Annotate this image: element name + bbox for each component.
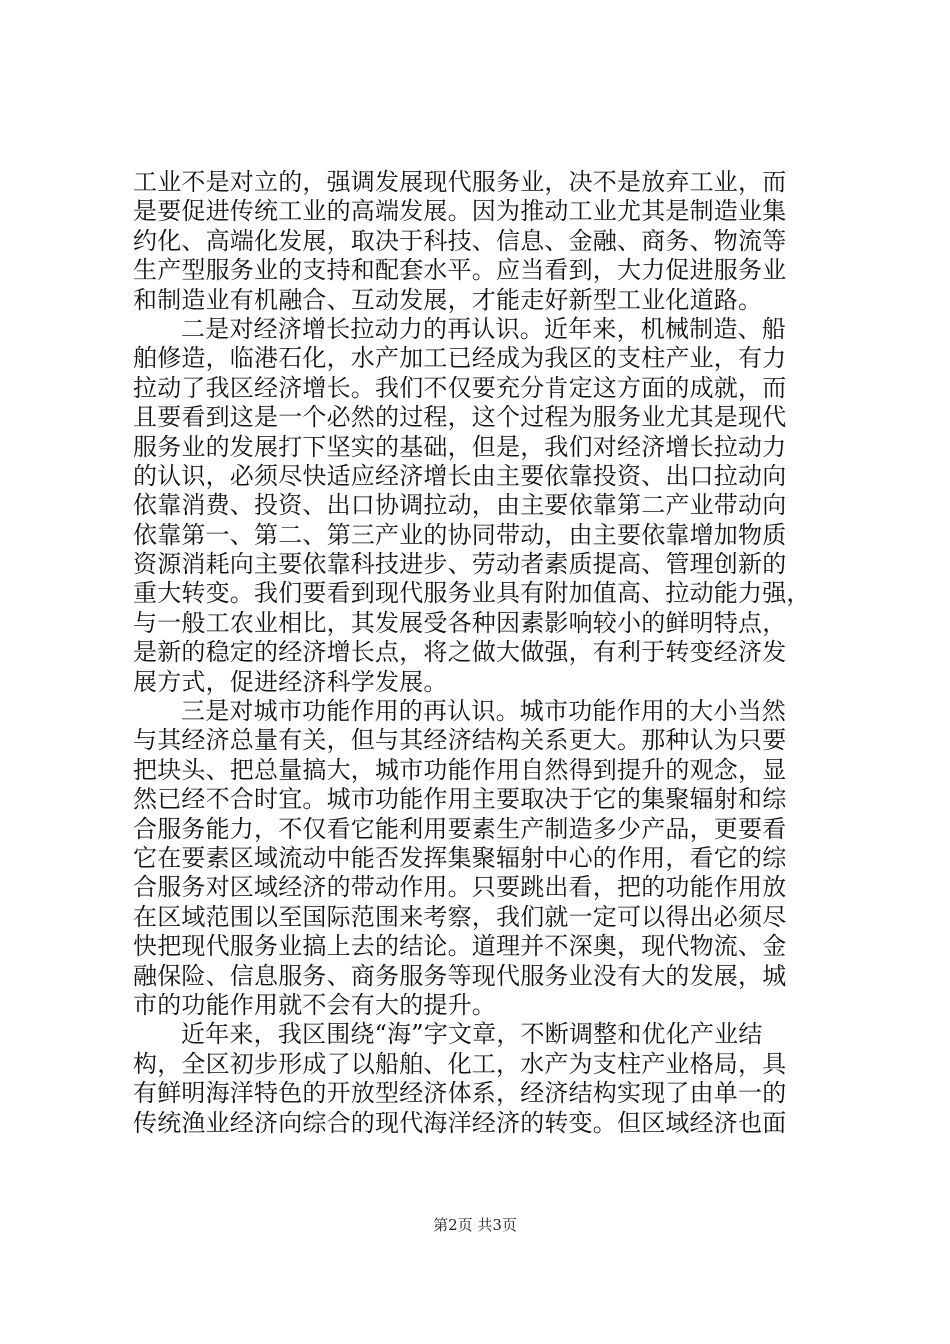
text-line: 约化、高端化发展，取决于科技、信息、金融、商务、物流等 <box>133 226 787 255</box>
text-line: 传统渔业经济向综合的现代海洋经济的转变。但区域经济也面 <box>133 1108 787 1137</box>
text-line: 构，全区初步形成了以船舶、化工，水产为支柱产业格局，具 <box>133 1049 787 1078</box>
text-line: 三是对城市功能作用的再认识。城市功能作用的大小当然 <box>181 697 786 726</box>
page-footer: 第2页 共3页 <box>433 1216 517 1234</box>
body-text <box>133 168 829 1138</box>
text-line: 市的功能作用就不会有大的提升。 <box>133 990 496 1019</box>
text-line: 与其经济总量有关，但与其经济结构关系更大。那种认为只要 <box>133 726 787 755</box>
text-line: 把块头、把总量搞大，城市功能作用自然得到提升的观念，显 <box>133 755 787 784</box>
text-line: 和制造业有机融合、互动发展，才能走好新型工业化道路。 <box>133 285 763 314</box>
text-line: 依靠第一、第二、第三产业的协同带动，由主要依靠增加物质 <box>133 520 787 549</box>
text-line: 二是对经济增长拉动力的再认识。近年来，机械制造、船 <box>181 314 786 343</box>
text-line: 拉动了我区经济增长。我们不仅要充分肯定这方面的成就，而 <box>133 373 787 402</box>
text-line: 是新的稳定的经济增长点，将之做大做强，有利于转变经济发 <box>133 638 787 667</box>
text-line: 的认识，必须尽快适应经济增长由主要依靠投资、出口拉动向 <box>133 461 787 490</box>
text-line: 与一般工农业相比，其发展受各种因素影响较小的鲜明特点， <box>133 608 787 637</box>
text-line: 且要看到这是一个必然的过程，这个过程为服务业尤其是现代 <box>133 403 787 432</box>
text-line: 是要促进传统工业的高端发展。因为推动工业尤其是制造业集 <box>133 197 787 226</box>
text-line: 它在要素区域流动中能否发挥集聚辐射中心的作用，看它的综 <box>133 843 787 872</box>
text-line: 依靠消费、投资、出口协调拉动，由主要依靠第二产业带动向 <box>133 491 787 520</box>
text-line: 合服务对区域经济的带动作用。只要跳出看，把的功能作用放 <box>133 873 787 902</box>
text-line: 在区域范围以至国际范围来考察，我们就一定可以得出必须尽 <box>133 902 787 931</box>
text-line: 服务业的发展打下坚实的基础，但是，我们对经济增长拉动力 <box>133 432 787 461</box>
text-line: 资源消耗向主要依靠科技进步、劳动者素质提高、管理创新的 <box>133 550 787 579</box>
text-line: 展方式，促进经济科学发展。 <box>133 667 448 696</box>
text-line: 融保险、信息服务、商务服务等现代服务业没有大的发展，城 <box>133 961 787 990</box>
text-line: 快把现代服务业搞上去的结论。道理并不深奥，现代物流、金 <box>133 932 787 961</box>
text-line: 工业不是对立的，强调发展现代服务业，决不是放弃工业，而 <box>133 168 787 196</box>
text-line: 生产型服务业的支持和配套水平。应当看到，大力促进服务业 <box>133 256 787 285</box>
text-line: 有鲜明海洋特色的开放型经济体系，经济结构实现了由单一的 <box>133 1079 787 1108</box>
text-line: 舶修造，临港石化，水产加工已经成为我区的支柱产业，有力 <box>133 344 787 373</box>
text-line: 近年来，我区围绕“海”字文章，不断调整和优化产业结 <box>181 1020 763 1049</box>
text-line: 然已经不合时宜。城市功能作用主要取决于它的集聚辐射和综 <box>133 785 787 814</box>
text-line: 合服务能力，不仅看它能利用要素生产制造多少产品，更要看 <box>133 814 787 843</box>
text-line: 重大转变。我们要看到现代服务业具有附加值高、拉动能力强， <box>133 579 811 608</box>
